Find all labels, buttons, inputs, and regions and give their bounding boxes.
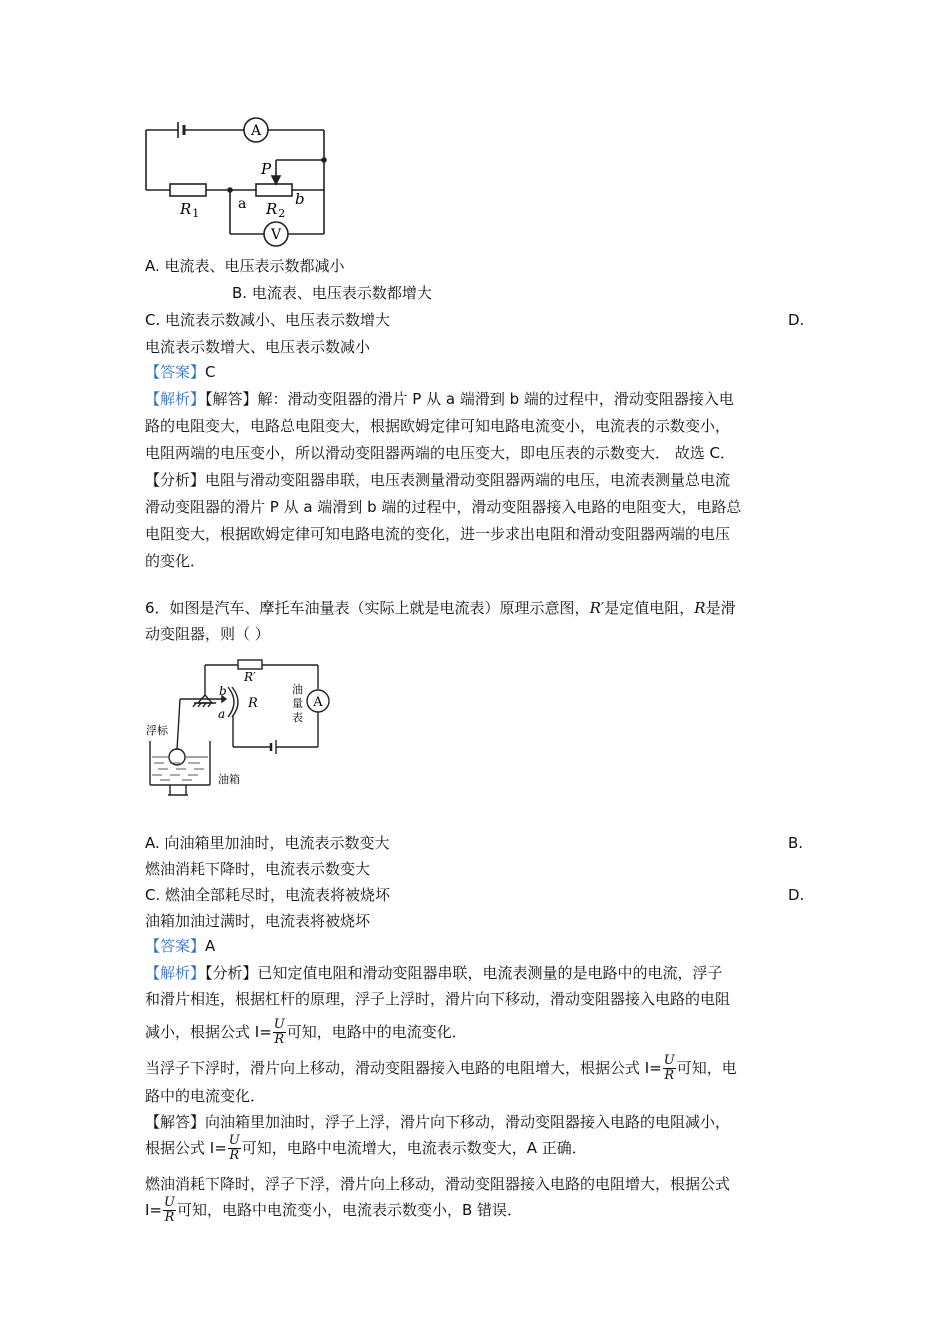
q6-jieda-line — [145, 1192, 522, 1228]
q6-stem-line: 动变阻器，则（ ） — [145, 625, 270, 643]
formula-u-over-r — [228, 1134, 241, 1163]
fenxi-tag: 【分析】 — [145, 471, 206, 489]
q5-option-d: 电流表示数增大、电压表示数减小 — [145, 338, 371, 356]
formula-u-over-r — [163, 1196, 176, 1225]
slider-p-label: P — [261, 160, 272, 178]
q6-fenxi-line — [145, 1050, 737, 1086]
r1-label: $R_1$ — [180, 200, 200, 220]
text: 当浮子下浮时，滑片向上移动，滑动变阻器接入电路的电阻增大，根据公式 I= — [145, 1059, 662, 1077]
end-b-label: b — [219, 684, 227, 698]
q5-jieda-line: 路的电阻变大，电路总电阻变大，根据欧姆定律可知电路电流变小，电流表的示数变小， — [145, 417, 731, 435]
q6-stem-line — [145, 598, 736, 618]
q5-option-b: B. 电流表、电压表示数都增大 — [232, 284, 432, 302]
text: 减小，根据公式 I= — [145, 1023, 272, 1041]
text: 可知，电 — [676, 1059, 737, 1077]
voltmeter-label: V — [270, 227, 282, 243]
q6-jieda-line: 燃油消耗下降时，浮子下浮，滑片向上移动，滑动变阻器接入电路的电阻增大，根据公式 — [145, 1175, 731, 1193]
q5-option-d-label: D. — [788, 311, 805, 329]
circuit-diagram-q5 — [140, 110, 340, 250]
text: I= — [145, 1201, 162, 1219]
formula-u-over-r — [663, 1054, 676, 1083]
symbol-rprime: R′ — [589, 599, 605, 617]
formula-u-over-r — [273, 1018, 286, 1047]
q5-option-a: A. 电流表、电压表示数都减小 — [145, 257, 345, 275]
jiexi-tag: 【解析】 — [145, 390, 206, 408]
end-b-label: b — [295, 190, 305, 208]
q6-answer — [145, 936, 215, 956]
text: 可知，电路中电流变小，电流表示数变小，B 错误． — [176, 1201, 523, 1219]
q6-option-c: C. 燃油全部耗尽时，电流表将被烧坏 — [145, 886, 391, 904]
gauge-label-1: 油 — [292, 683, 303, 696]
q6-jieda-line: 【解答】向油箱里加油时，浮子上浮，滑片向下移动，滑动变阻器接入电路的电阻减小， — [145, 1113, 731, 1131]
q5-option-c: C. 电流表示数减小、电压表示数增大 — [145, 311, 391, 329]
formula-numerator: U — [228, 1133, 240, 1148]
jieda-text: 【解答】解：滑动变阻器的滑片 P 从 a 端滑到 b 端的过程中，滑动变阻器接入电 — [205, 390, 734, 408]
formula-denominator: R — [229, 1148, 240, 1163]
gauge-label-3: 表 — [292, 711, 303, 724]
q5-fenxi-line — [145, 470, 730, 490]
q6-option-a: A. 向油箱里加油时，电流表示数变大 — [145, 834, 390, 852]
fenxi-text: 【分析】已知定值电阻和滑动变阻器串联，电流表测量的是电路中的电流，浮子 — [205, 964, 723, 982]
answer-tag: 【答案】 — [145, 937, 206, 955]
stem-text: 如图是汽车、摩托车油量表（实际上就是电流表）原理示意图， — [169, 599, 590, 617]
ammeter-label: A — [313, 695, 323, 710]
q5-fenxi-line: 滑动变阻器的滑片 P 从 a 端滑到 b 端的过程中，滑动变阻器接入电路的电阻变大，电路总 — [145, 498, 742, 516]
text: 根据公式 I= — [145, 1139, 227, 1157]
junction-dot — [227, 187, 233, 193]
q6-jieda-line — [145, 1130, 587, 1166]
fuel-gauge-diagram-q6 — [140, 655, 355, 805]
formula-numerator: U — [164, 1195, 175, 1210]
symbol-r: R — [694, 599, 706, 617]
resistor-rprime — [238, 660, 262, 669]
fenxi-text: 电阻与滑动变阻器串联，电压表测量滑动变阻器两端的电压，电流表测量总电流 — [205, 471, 731, 489]
end-a-label: a — [238, 196, 247, 212]
q6-option-b-label: B. — [788, 834, 804, 852]
text: 可知，电路中的电流变化． — [286, 1023, 467, 1041]
stem-text: 是定值电阻， — [604, 599, 695, 617]
formula-denominator: R — [664, 1068, 675, 1083]
jiexi-tag: 【解析】 — [145, 964, 206, 982]
formula-numerator: U — [273, 1017, 285, 1032]
answer-tag: 【答案】 — [145, 363, 206, 381]
q5-fenxi-line: 的变化． — [145, 552, 206, 570]
ammeter-label: A — [250, 123, 262, 139]
answer-value: A — [205, 937, 216, 955]
q5-fenxi-line: 电阻变大，根据欧姆定律可知电路电流的变化，进一步求出电阻和滑动变阻器两端的电压 — [145, 525, 731, 543]
stem-text: 是滑 — [705, 599, 736, 617]
q6-option-b: 燃油消耗下降时，电流表示数变大 — [145, 860, 371, 878]
formula-numerator: U — [663, 1053, 675, 1068]
rprime-label: R′ — [244, 670, 256, 684]
formula-denominator: R — [164, 1210, 175, 1225]
tank-label: 油箱 — [218, 773, 240, 786]
answer-value: C — [205, 363, 216, 381]
q6-option-d: 油箱加油过满时，电流表将被烧坏 — [145, 912, 371, 930]
slider-arrow — [272, 176, 280, 184]
question-number: 6． — [145, 599, 170, 617]
q6-fenxi-line — [145, 963, 723, 983]
q5-jieda-line — [145, 389, 734, 409]
formula-denominator: R — [274, 1032, 285, 1047]
q6-fenxi-line: 路中的电流变化． — [145, 1087, 266, 1105]
q5-jieda-line: 电阻两端的电压变小，所以滑动变阻器两端的电压变大，即电压表的示数变大． 故选 C． — [145, 444, 736, 462]
end-a-label: a — [218, 707, 226, 721]
text: 可知，电路中电流增大，电流表示数变大，A 正确． — [241, 1139, 587, 1157]
junction-dot — [321, 157, 327, 163]
q5-answer — [145, 362, 216, 382]
rheostat-arc — [228, 687, 234, 717]
resistor-r2 — [256, 184, 292, 196]
rheostat-r-label: R — [248, 696, 258, 711]
float-label: 浮标 — [146, 724, 168, 737]
q6-option-d-label: D. — [788, 886, 805, 904]
q6-fenxi-line: 和滑片相连，根据杠杆的原理，浮子上浮时，滑片向下移动，滑动变阻器接入电路的电阻 — [145, 990, 731, 1008]
q6-fenxi-line — [145, 1014, 467, 1050]
resistor-r1 — [170, 184, 206, 196]
gauge-label-2: 量 — [292, 697, 303, 710]
r2-label: $R_2$ — [266, 200, 286, 220]
